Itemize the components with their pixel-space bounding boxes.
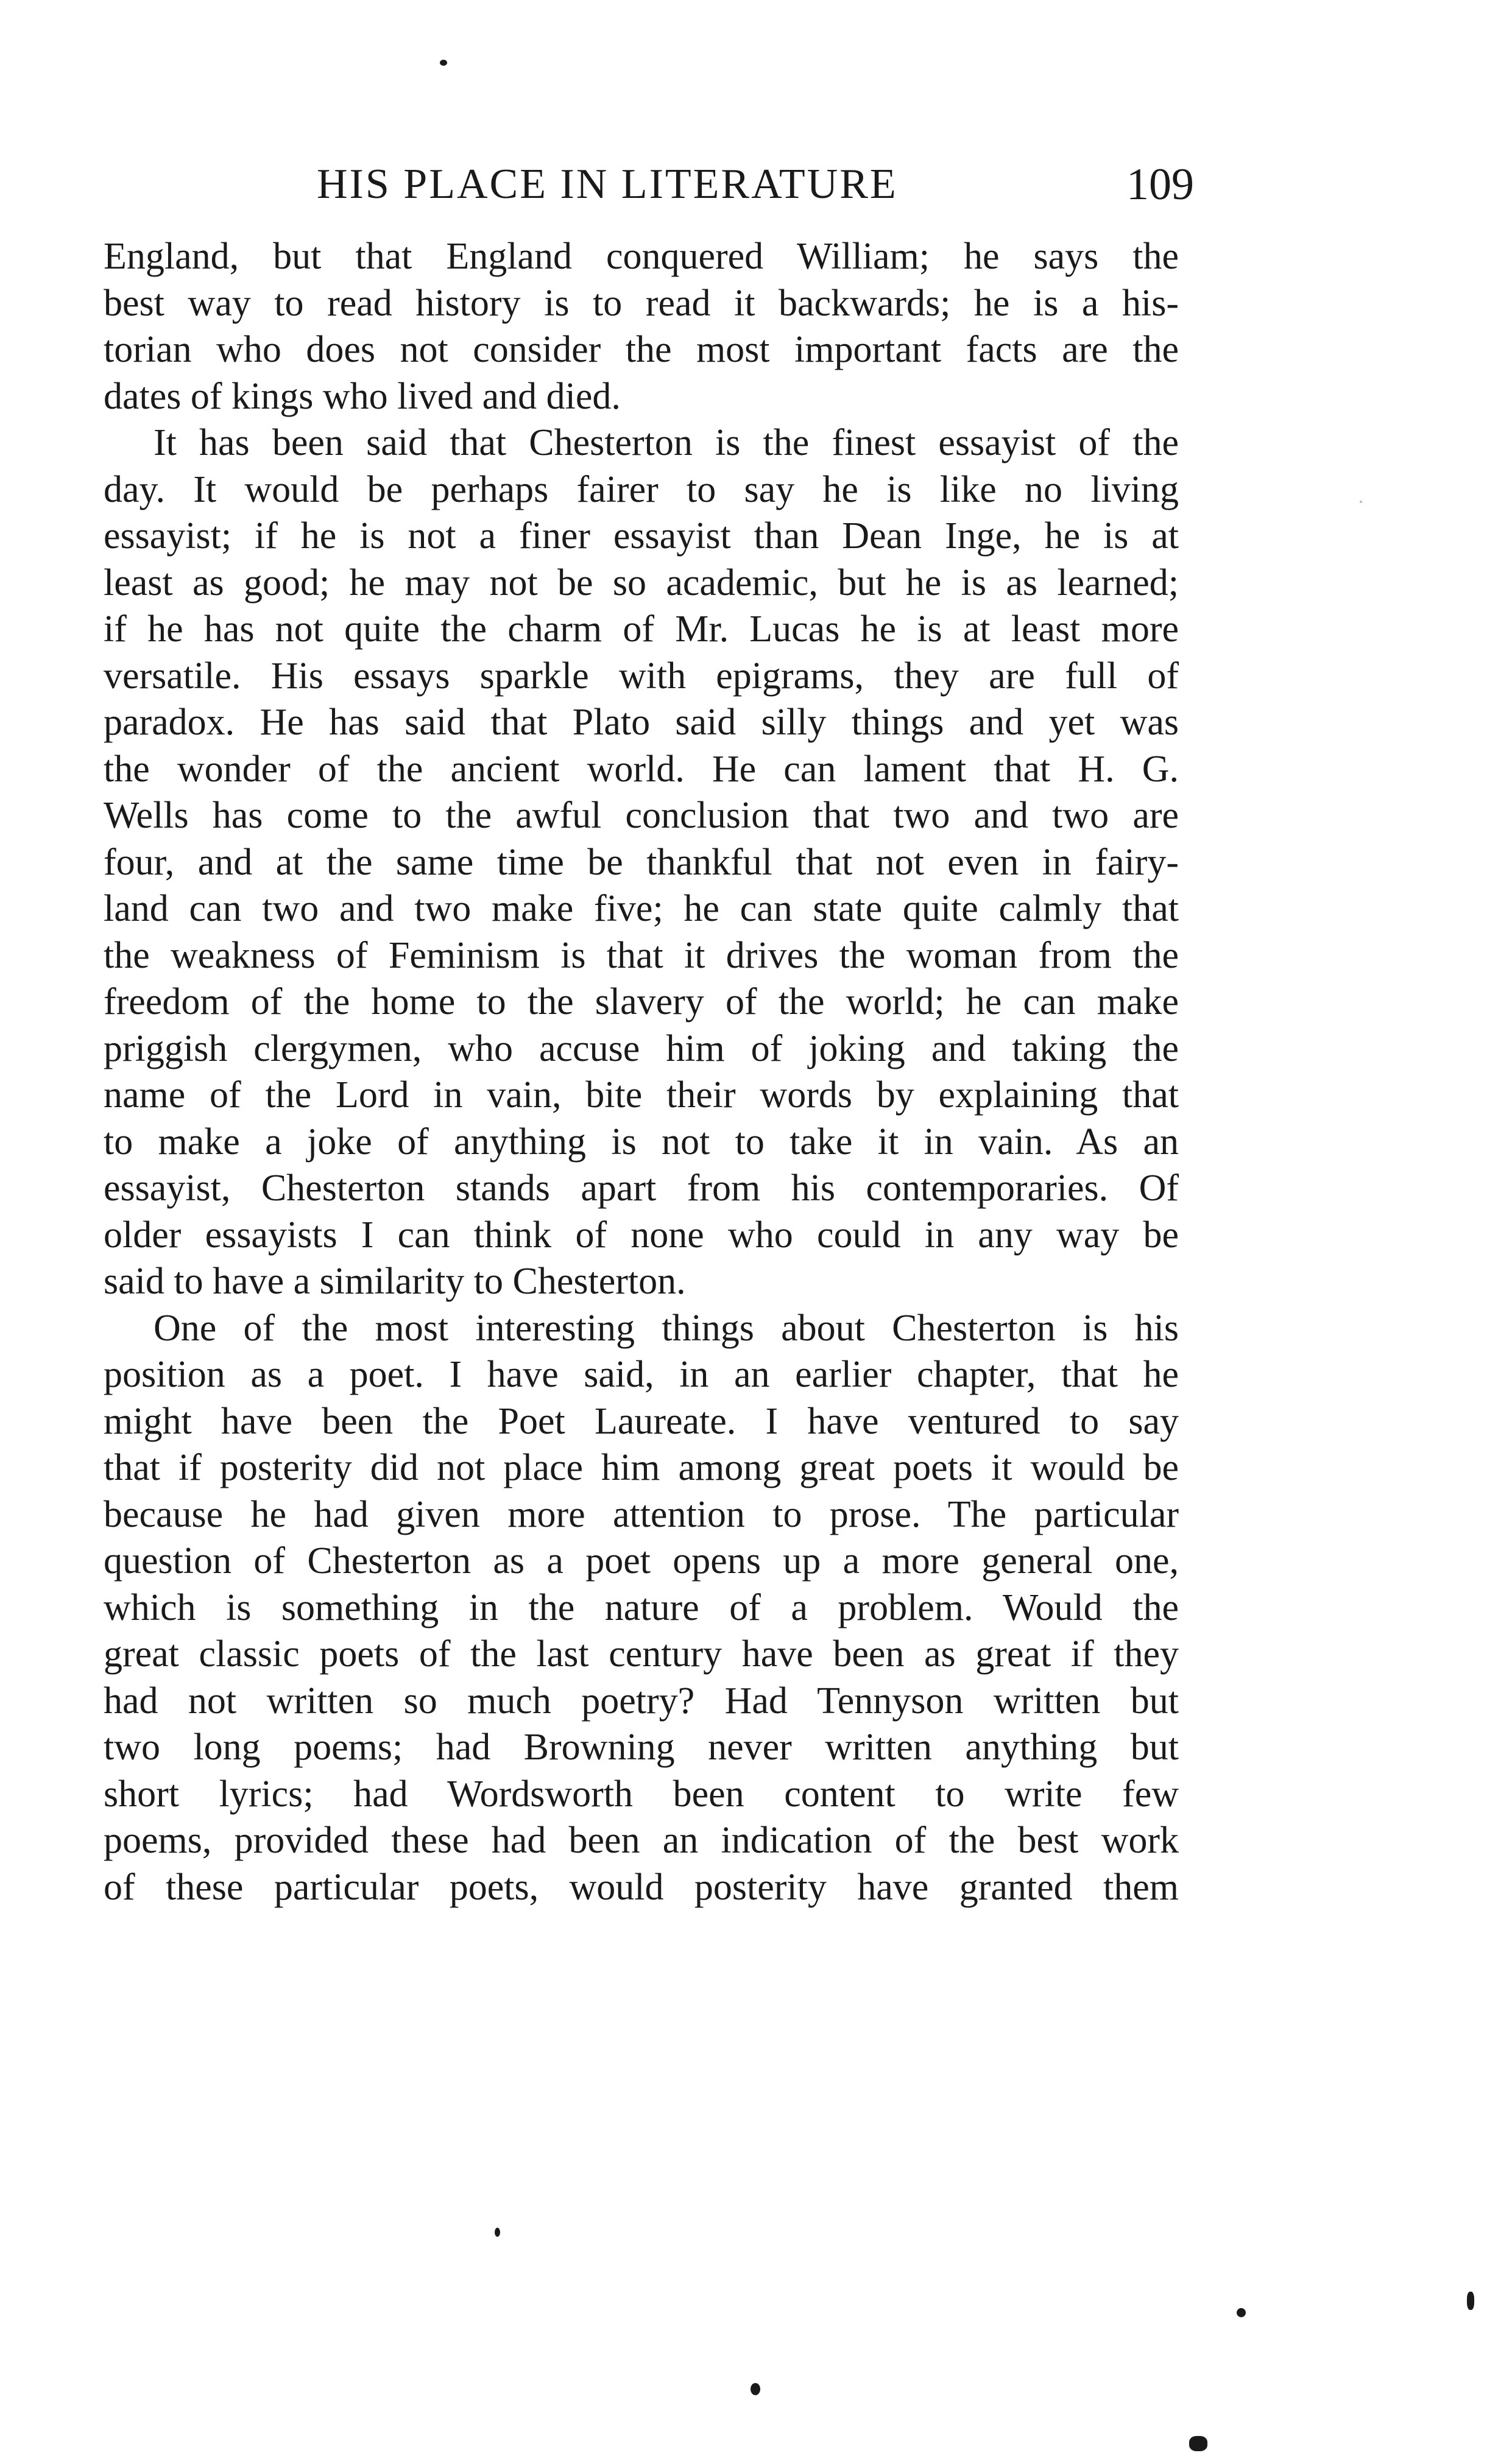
scan-speck	[1237, 2308, 1246, 2317]
running-head: HIS PLACE IN LITERATURE	[317, 161, 898, 208]
text-line: torian who does not consider the most important facts are the	[104, 329, 1179, 370]
text-line: day. It would be perhaps fairer to say he is like no living	[104, 468, 1179, 510]
text-line: if he has not quite the charm of Mr. Lucas he is at least more	[104, 608, 1179, 650]
body-text	[104, 233, 1179, 1910]
text-line: because he had given more attention to prose. The particular	[104, 1493, 1179, 1535]
scan-speck	[495, 2228, 500, 2237]
text-line: older essayists I can think of none who could in any way be	[104, 1214, 1179, 1256]
text-line: the wonder of the ancient world. He can lament that H. G.	[104, 748, 1179, 790]
page-header	[104, 157, 1194, 212]
scan-speck	[1467, 2292, 1474, 2310]
text-line: poems, provided these had been an indication of the best work	[104, 1820, 1179, 1861]
text-line: position as a poet. I have said, in an earlier chapter, that he	[104, 1354, 1179, 1395]
page-number: 109	[1126, 160, 1194, 209]
text-line: It has been said that Chesterton is the finest essayist of the	[154, 422, 1179, 463]
scan-speck	[1360, 501, 1362, 503]
scan-speck	[440, 60, 447, 66]
text-line: great classic poets of the last century have been as great if they	[104, 1633, 1179, 1675]
scan-speck	[751, 2383, 760, 2395]
text-line: priggish clergymen, who accuse him of joking and taking the	[104, 1027, 1179, 1069]
text-line: that if posterity did not place him among great poets it would be	[104, 1447, 1179, 1488]
text-line: One of the most interesting things about Chesterton is his	[154, 1307, 1179, 1349]
scan-speck	[1189, 2436, 1207, 2451]
text-line: Wells has come to the awful conclusion that two and two are	[104, 795, 1179, 836]
text-line: had not written so much poetry? Had Tennyson written but	[104, 1680, 1179, 1722]
text-line: England, but that England conquered William; he says the	[104, 236, 1179, 277]
text-line: question of Chesterton as a poet opens up a more general one,	[104, 1540, 1179, 1582]
text-line: land can two and two make five; he can state quite calmly that	[104, 888, 1179, 929]
text-line: least as good; he may not be so academic, but he is as learned;	[104, 561, 1179, 604]
text-line: of these particular poets, would posterity have granted them	[104, 1866, 1179, 1908]
text-line: the weakness of Feminism is that it drives the woman from the	[104, 934, 1179, 976]
text-line: which is something in the nature of a problem. Would the	[104, 1586, 1179, 1628]
text-line: short lyrics; had Wordsworth been content to write few	[104, 1773, 1179, 1815]
text-line: said to have a similarity to Chesterton.	[104, 1261, 686, 1302]
text-line: dates of kings who lived and died.	[104, 375, 621, 417]
text-line: best way to read history is to read it backwards; he is a his-	[104, 282, 1179, 324]
text-line: paradox. He has said that Plato said silly things and yet was	[104, 702, 1179, 743]
text-line: freedom of the home to the slavery of the world; he can make	[104, 981, 1179, 1023]
text-line: to make a joke of anything is not to take it in vain. As an	[104, 1121, 1179, 1163]
text-line: two long poems; had Browning never written anything but	[104, 1727, 1179, 1768]
text-line: four, and at the same time be thankful that not even in fairy-	[104, 841, 1179, 883]
text-line: name of the Lord in vain, bite their words by explaining that	[104, 1074, 1179, 1116]
text-line: essayist, Chesterton stands apart from his contemporaries. Of	[104, 1167, 1179, 1209]
text-line: might have been the Poet Laureate. I have ventured to say	[104, 1400, 1179, 1442]
text-line: essayist; if he is not a finer essayist than Dean Inge, he is at	[104, 515, 1179, 557]
text-line: versatile. His essays sparkle with epigrams, they are full of	[104, 655, 1179, 697]
